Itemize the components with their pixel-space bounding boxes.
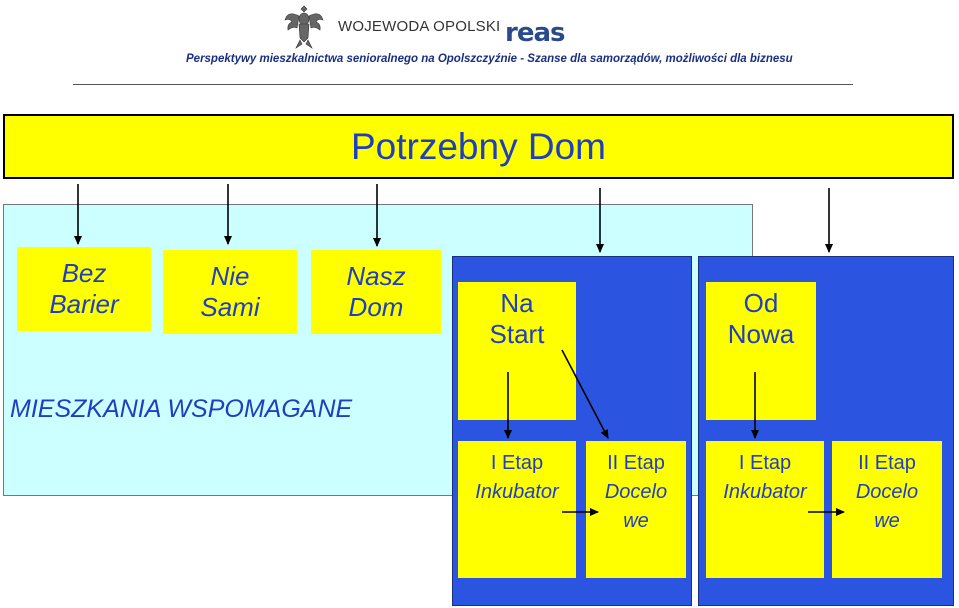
program-line: Nie <box>210 260 250 291</box>
program-line: Od <box>743 288 779 318</box>
diagram-title: Potrzebny Dom <box>351 125 606 167</box>
program-line: Bez <box>61 257 107 288</box>
conference-subtitle: Perspektywy mieszkalnictwa senioralnego na Opolszczyźnie - Szanse dla samorządów, możliwości dla biznesu <box>186 53 793 65</box>
stage-line: I Etap <box>490 452 544 474</box>
stage-line: II Etap <box>607 452 665 474</box>
stage-line: Docelo <box>855 481 919 503</box>
stage-line: Docelo <box>604 481 668 503</box>
arrow-na-start-stage-2 <box>562 350 608 438</box>
program-line: Nowa <box>727 319 795 350</box>
stage-line: II Etap <box>858 452 916 474</box>
program-line: Na <box>500 288 534 318</box>
program-line: Nasz <box>346 260 406 291</box>
stage-line: we <box>874 510 900 532</box>
stage-line: Inkubator <box>723 481 807 503</box>
program-line: Start <box>489 319 545 350</box>
group-label: MIESZKANIA WSPOMAGANE <box>10 395 353 423</box>
program-line: Sami <box>200 292 260 322</box>
header-org-name: WOJEWODA OPOLSKI <box>338 18 501 35</box>
stage-line: we <box>623 510 649 532</box>
program-line: Dom <box>348 292 404 322</box>
program-line: Barier <box>49 289 119 319</box>
reas-logo: reas <box>505 18 565 48</box>
stage-line: I Etap <box>738 452 792 474</box>
stage-line: Inkubator <box>475 481 559 503</box>
